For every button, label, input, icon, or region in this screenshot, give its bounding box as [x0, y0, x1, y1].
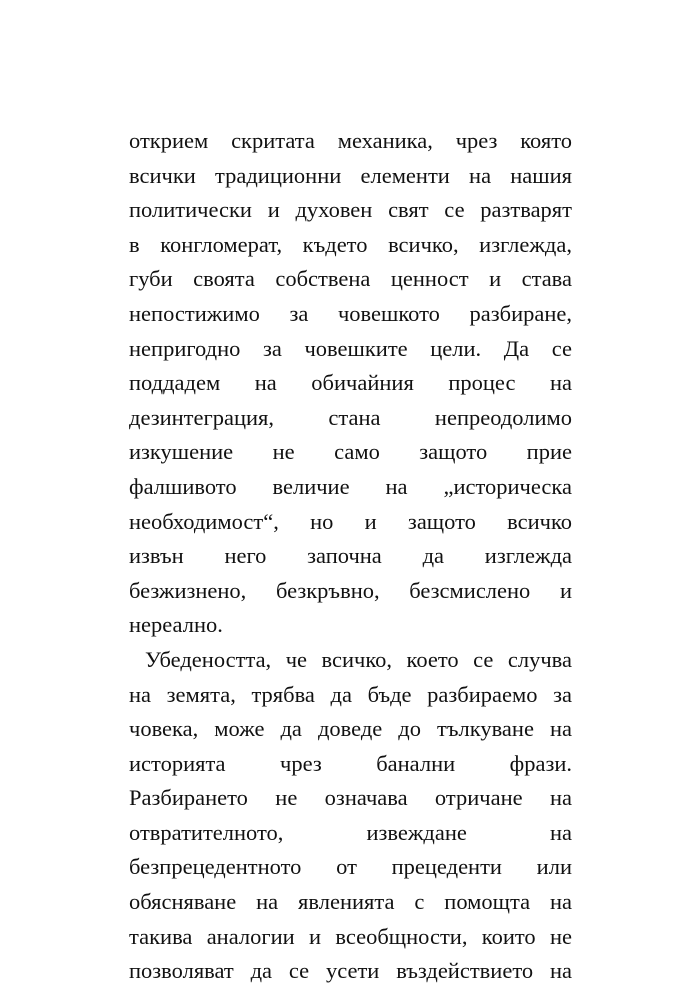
- text-line: такива аналогии и всеобщности, които не: [129, 923, 572, 949]
- text-line: поддадем на обичайния процес на: [129, 370, 572, 396]
- text-line: на земята, трябва да бъде разбираемо за: [129, 681, 572, 707]
- text-line: политически и духовен свят се разтварят: [129, 197, 572, 223]
- text-line: открием скритата механика, чрез която: [129, 128, 572, 153]
- text-line: обясняване на явленията с помощта на: [129, 889, 572, 915]
- text-line: Убедеността, че всичко, което се случва: [145, 646, 572, 672]
- text-line: необходимост“, но и защото всичко: [129, 508, 572, 534]
- text-line: изкушение не само защото прие: [129, 439, 572, 465]
- text-line: всички традиционни елементи на нашия: [129, 162, 572, 188]
- text-line: фалшивото величие на „историческа: [129, 473, 572, 499]
- text-line: позволяват да се усети въздействието на: [129, 958, 572, 984]
- text-line: човека, може да доведе до тълкуване на: [129, 716, 572, 742]
- text-line: Разбирането не означава отричане на: [129, 785, 572, 811]
- paragraph-2: [129, 643, 572, 989]
- text-line: непостижимо за човешкото разбиране,: [129, 300, 572, 326]
- text-line: извън него започна да изглежда: [129, 543, 572, 569]
- text-line: историята чрез банални фрази.: [129, 750, 572, 776]
- text-line: безпрецедентното от прецеденти или: [129, 854, 572, 880]
- text-line: дезинтеграция, стана непреодолимо: [129, 404, 572, 430]
- text-line: непригодно за човешките цели. Да се: [129, 335, 572, 361]
- body-text: [129, 124, 572, 989]
- text-line: отвратителното, извеждане на: [129, 819, 572, 845]
- text-line: губи своята собствена ценност и става: [129, 266, 572, 292]
- paragraph-1: [129, 124, 572, 643]
- text-line: в конгломерат, където всичко, изглежда,: [129, 231, 572, 257]
- text-line: нереално.: [129, 612, 223, 638]
- text-line: безжизнено, безкръвно, безсмислено и: [129, 577, 572, 603]
